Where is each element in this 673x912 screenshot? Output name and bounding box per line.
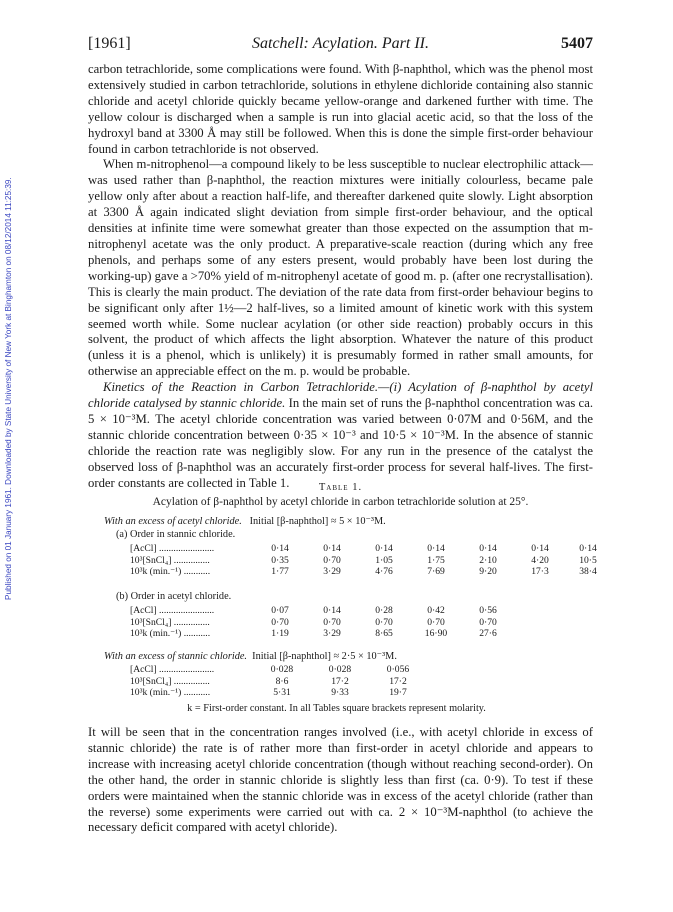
section-excess-acetyl xyxy=(104,515,386,527)
download-watermark xyxy=(2,60,16,600)
table-cell: 2·10 xyxy=(479,554,497,566)
table-row-label: 10³k (min.⁻¹) ........... xyxy=(130,687,211,698)
table-cell: 27·6 xyxy=(479,628,497,639)
table-cell: 0·14 xyxy=(271,543,289,554)
paragraph-1: carbon tetrachloride, some complications were found. With β-naphthol, which was the phenol most extensively studied in carbon tetrachloride, solutions in ethylene dichloride containing also stannic chloride and acetyl chloride quickly became yellow-orange and darkened further with time. The yellow colour is discharged when a sample is run into glacial acetic acid, so that the loss of the hydroxyl band at 3300 Å may still be followed. When this is done the simple first-order behaviour found in carbon tetrachloride is not observed. xyxy=(88,62,593,156)
header-year: [1961] xyxy=(88,35,131,52)
table-row-label: 10³k (min.⁻¹) ........... xyxy=(130,628,211,639)
table-row-label: 10³[SnCl₄] ............... xyxy=(130,616,210,628)
paragraph-3 xyxy=(88,380,593,491)
table-cell: 0·70 xyxy=(271,616,289,628)
table-row-label: 10³k (min.⁻¹) ........... xyxy=(130,566,211,577)
table-cell: 4·76 xyxy=(375,566,393,577)
table-cell: 8·65 xyxy=(375,628,393,639)
table-cell: 17·2 xyxy=(331,675,349,687)
table-cell: 38·4 xyxy=(579,566,597,577)
table-cell: 8·6 xyxy=(275,675,289,687)
body-text-bottom xyxy=(88,725,593,836)
table-cell: 1·05 xyxy=(375,554,393,566)
table-cell: 0·14 xyxy=(479,543,497,554)
table-cell: 0·07 xyxy=(271,605,289,616)
table-cell: 1·77 xyxy=(271,566,289,577)
table-cell: 10·5 xyxy=(579,554,597,566)
table-cell: 0·14 xyxy=(323,605,341,616)
table-cell: 9·33 xyxy=(331,687,349,698)
table-cell: 17·3 xyxy=(531,566,549,577)
table-cell: 19·7 xyxy=(389,687,407,698)
table-cell: 0·14 xyxy=(427,543,445,554)
table-cell: 0·70 xyxy=(323,554,341,566)
body-text-top xyxy=(88,62,593,491)
table-cell: 0·42 xyxy=(427,605,445,616)
table-cell: 0·70 xyxy=(427,616,445,628)
table-row-label: [AcCl] ....................... xyxy=(130,664,215,675)
table-cell: 1·19 xyxy=(271,628,289,639)
table-cell: 4·20 xyxy=(531,554,549,566)
table-caption: Acylation of β-naphthol by acetyl chloride in carbon tetrachloride solution at 25°. xyxy=(152,496,529,508)
table-cell: 0·35 xyxy=(271,554,289,566)
header-page-number: 5407 xyxy=(561,35,593,52)
table-cell: 0·028 xyxy=(270,664,294,675)
running-header xyxy=(88,35,593,55)
subsection-a-head: (a) Order in stannic chloride. xyxy=(116,529,236,540)
table-cell: 3·29 xyxy=(323,566,341,577)
table-row-label: [AcCl] ....................... xyxy=(130,543,215,554)
table-cell: 0·028 xyxy=(328,664,352,675)
table-cell: 0·14 xyxy=(375,543,393,554)
section-heading: Kinetics of the Reaction in Carbon Tetrachloride.—(i) Acylation of β-naphthol by acetyl chloride catalysed by stannic chloride. xyxy=(88,380,593,411)
section-1-head: With an excess of acetyl chloride. xyxy=(104,516,242,527)
table-footnote: k = First-order constant. In all Tables square brackets represent molarity. xyxy=(187,703,486,714)
paragraph-3-body: In the main set of runs the β-naphthol concentration was ca. 5 × 10⁻³M. The acetyl chloride concentration was varied between 0·07M and 0·56M, and the stannic chloride concentration between 0·35 × 10⁻³ and 10·5 × 10⁻³M. In the absence of stannic chloride the reaction rate was negligibly slow. For any run in the presence of the catalyst the observed loss of β-naphthol was an accurately first-order process for several half-lives. The first-order constants are collected in Table 1. xyxy=(88,396,593,490)
table-cell: 0·28 xyxy=(375,605,393,616)
table-cell: 3·29 xyxy=(323,628,341,639)
table-label: Table 1. xyxy=(318,482,363,493)
subsection-b-head: (b) Order in acetyl chloride. xyxy=(116,591,232,602)
table-cell: 9·20 xyxy=(479,566,497,577)
table-cell: 0·056 xyxy=(386,664,410,675)
table-cell: 0·70 xyxy=(375,616,393,628)
section-1-condition: Initial [β-naphthol] ≈ 5 × 10⁻³M. xyxy=(249,516,386,527)
table-row-label: 10³[SnCl₄] ............... xyxy=(130,554,210,566)
section-2-condition: Initial [β-naphthol] ≈ 2·5 × 10⁻³M. xyxy=(252,651,397,662)
table-row-label: [AcCl] ....................... xyxy=(130,605,215,616)
table-cell: 1·75 xyxy=(427,554,445,566)
section-excess-stannic xyxy=(104,650,397,662)
download-note: Published on 01 January 1961. Downloaded by State University of New York at Binghamton on 08/12/2014 11:25:39. xyxy=(4,177,13,600)
table-cell: 16·90 xyxy=(424,628,448,639)
paragraph-2: When m-nitrophenol—a compound likely to be less susceptible to nuclear electrophilic attack—was used rather than β-naphthol, the reaction mixtures were initially colourless, became pale yellow only after about a reaction half-life, and thereafter darkened quite slowly. Light absorption at 3300 Å again indicated slight deviation from simple first-order behaviour, and the optical densities at infinite time were somewhat greater than those expected on the assumption that m-nitrophenyl acetate was the only product. A preparative-scale reaction (during which any free phenols, and perhaps some of any esters present, would probably have been lost during the working-up) gave a >70% yield of m-nitrophenyl acetate of good m. p. (after one recrystallisation). This is clearly the main product. The deviation of the rate data from first-order behaviour begins to be significant only after 1½—2 half-lives, so a limited amount of kinetic work with this system seemed worth while. Some nuclear acylation (or other side reaction) probably occurs in this solvent, the product of which affects the light absorption. Whatever the nature of this product (unless it is a phenol, which is unlikely) it is presumably formed in rather small amounts, for otherwise an appreciable effect on the m. p. would be probable. xyxy=(88,157,593,379)
table-cell: 0·14 xyxy=(323,543,341,554)
table-cell: 0·14 xyxy=(531,543,549,554)
paragraph-4: It will be seen that in the concentration ranges involved (i.e., with acetyl chloride in excess of stannic chloride) the rate is of rather more than first-order in acetyl chloride and appears to increase with increasing acetyl chloride concentration (though without reaching second-order). On the other hand, the order in stannic chloride is slightly less than first (ca. 0·9). To test if these orders were maintained when the stannic chloride was in excess of the acetyl chloride (rather than the reverse) some experiments were carried out with ca. 2 × 10⁻³M-naphthol (to achieve the necessary deficit compared with acetyl chloride). xyxy=(88,725,593,835)
table-cell: 0·14 xyxy=(579,543,597,554)
table-cell: 7·69 xyxy=(427,566,445,577)
header-title: Satchell: Acylation. Part II. xyxy=(252,35,429,52)
table-cell: 17·2 xyxy=(389,675,407,687)
table-cell: 0·56 xyxy=(479,605,497,616)
table-cell: 5·31 xyxy=(273,687,291,698)
section-2-head: With an excess of stannic chloride. xyxy=(104,651,247,662)
table-cell: 0·70 xyxy=(323,616,341,628)
table-cell: 0·70 xyxy=(479,616,497,628)
table-row-label: 10³[SnCl₄] ............... xyxy=(130,675,210,687)
